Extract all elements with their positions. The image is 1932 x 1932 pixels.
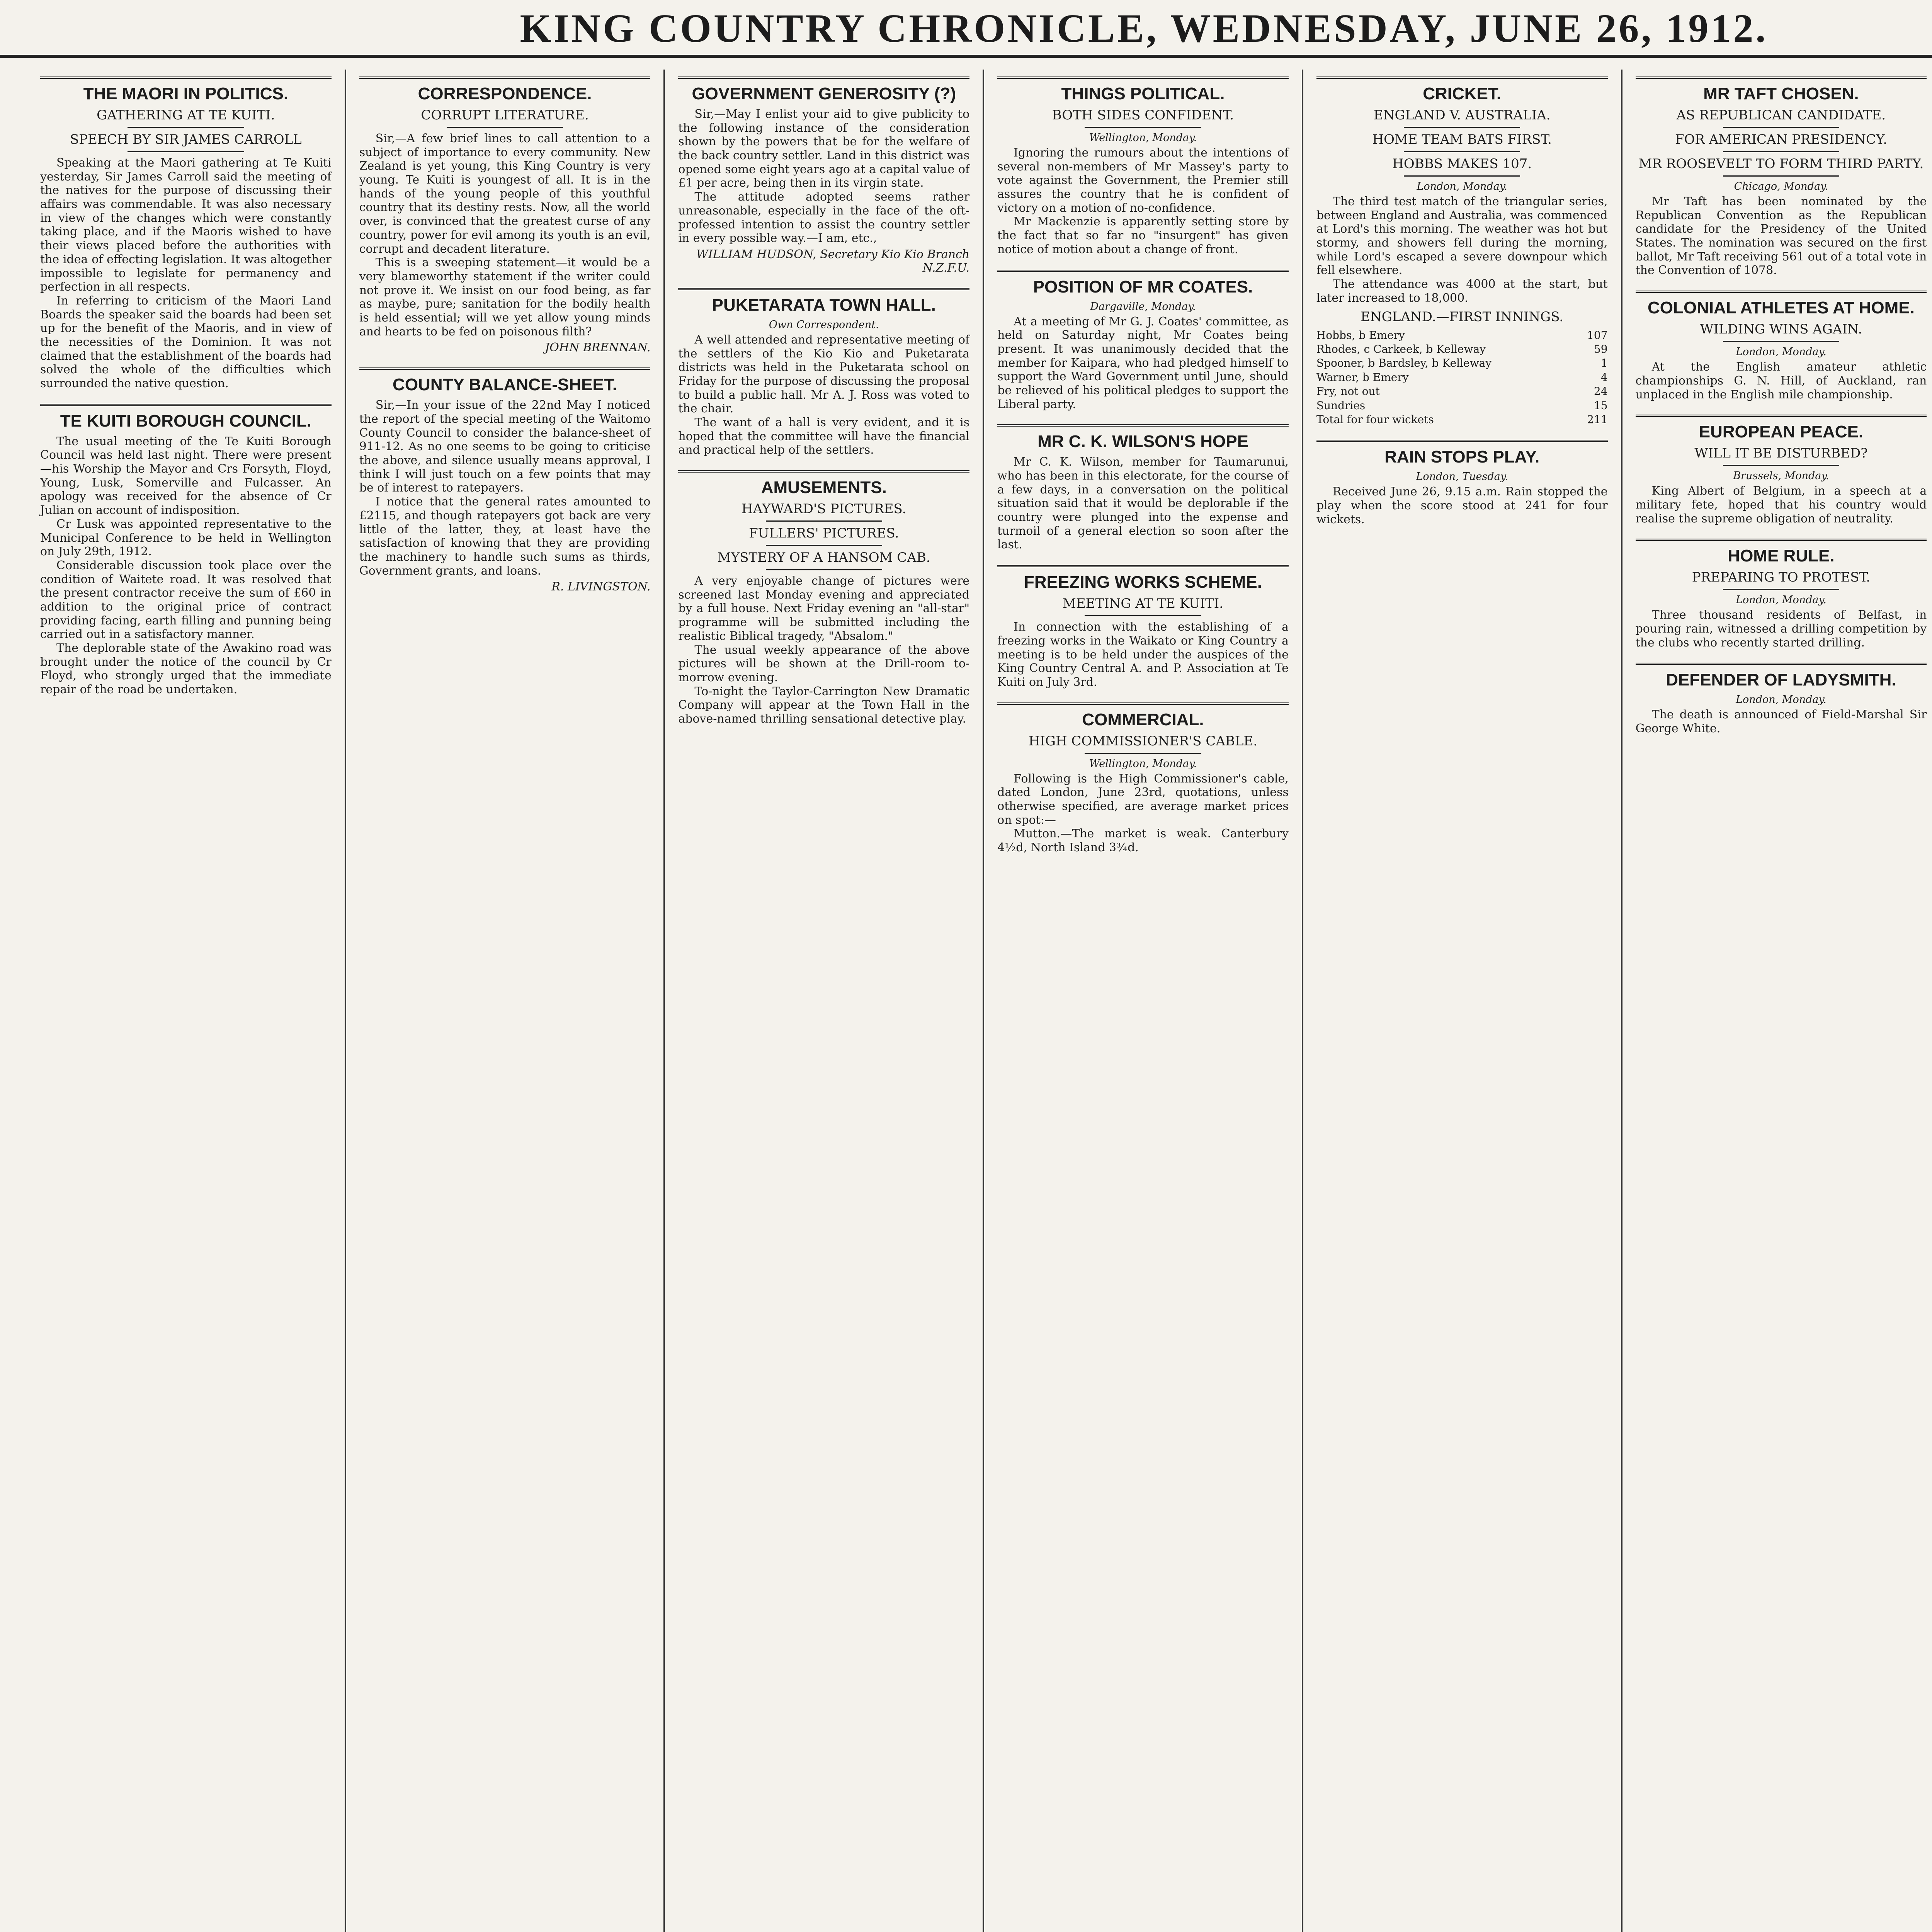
article-headline: COUNTY BALANCE-SHEET.	[359, 367, 651, 395]
article-headline: TE KUITI BOROUGH COUNCIL.	[40, 404, 332, 431]
article-paragraph: Mutton.—The market is weak. Canterbury 4½d, North Island 3¾d.	[997, 827, 1289, 854]
runs-value: 59	[1594, 343, 1608, 356]
divider-rule	[1723, 465, 1839, 466]
article-subheading: HAYWARD'S PICTURES.	[742, 501, 906, 517]
divider-rule	[1404, 127, 1520, 128]
article	[40, 77, 332, 391]
article-subheading: HOBBS MAKES 107.	[1392, 156, 1532, 172]
scorecard-row	[1316, 399, 1608, 413]
runs-value: 107	[1587, 328, 1608, 342]
article	[1316, 77, 1608, 427]
article-paragraph: Speaking at the Maori gathering at Te Kuiti yesterday, Sir James Carroll said the meeting of the natives for the purpose of discussing their affairs was commendable. It was also necessary in view of the changes which were constantly taking place, and if the Maoris wished to have their views placed before the authorities with the idea of effecting legislation. It was altogether impossible to legislate for permanency and perfection in all respects.	[40, 156, 332, 294]
article-paragraph: This is a sweeping statement—it would be a very blameworthy statement if the writer could not prove it. We insist on our food being, as far as maybe, pure; sanitation for the bodily health is held essential; will we yet allow young minds and hearts to be fed on poisonous filth?	[359, 256, 651, 338]
divider-rule	[766, 545, 882, 546]
batsman-name: Warner, b Emery	[1316, 371, 1409, 384]
article-paragraph: Following is the High Commissioner's cable, dated London, June 23rd, quotations, unless otherwise specified, are average market prices on spot:—	[997, 772, 1289, 827]
column-2	[346, 70, 665, 1932]
newspaper-columns	[27, 70, 1932, 1932]
runs-value: 4	[1600, 371, 1608, 384]
scorecard-row	[1316, 356, 1608, 370]
article	[997, 424, 1289, 552]
article-paragraph: The third test match of the triangular series, between England and Australia, was commenced at Lord's this morning. The weather was hot but stormy, and showers fell during the morning, while Lord's escaped a severe downpour which fell elsewhere.	[1316, 195, 1608, 277]
scorecard-title: ENGLAND.—FIRST INNINGS.	[1361, 309, 1564, 325]
article	[359, 367, 651, 594]
article-subheading: AS REPUBLICAN CANDIDATE.	[1676, 107, 1886, 123]
divider-rule	[1723, 175, 1839, 177]
runs-value: 24	[1594, 385, 1608, 398]
article	[678, 470, 969, 726]
divider-rule	[766, 520, 882, 522]
batsman-name: Total for four wickets	[1316, 413, 1434, 426]
divider-rule	[128, 151, 244, 152]
scorecard-row	[1316, 342, 1608, 356]
article	[1636, 291, 1927, 401]
article-paragraph: The death is announced of Field-Marshal Sir George White.	[1635, 708, 1927, 735]
divider-rule	[1085, 753, 1201, 754]
article	[997, 565, 1289, 689]
article-paragraph: At a meeting of Mr G. J. Coates' committee, as held on Saturday night, Mr Coates being present. It was unanimously decided that the member for Kaipara, who had pledged himself to support the Ward Government until June, should be relieved of his political pledges to support the Liberal party.	[997, 315, 1289, 411]
article-subheading: FULLERS' PICTURES.	[749, 526, 899, 541]
divider-rule	[1723, 127, 1839, 128]
divider-rule	[1404, 175, 1520, 177]
article-paragraph: King Albert of Belgium, in a speech at a military fete, hoped that his country would realise the supreme obligation of neutrality.	[1635, 484, 1927, 526]
article-dateline: Wellington, Monday.	[1089, 757, 1197, 770]
article	[997, 702, 1289, 855]
article-paragraph: A very enjoyable change of pictures were screened last Monday evening and appreciated by a full house. Next Friday evening an "all-star" programme will be submitted including the realistic Biblical tragedy, "Absalom."	[678, 574, 970, 643]
article	[1636, 539, 1927, 650]
article-paragraph: Received June 26, 9.15 a.m. Rain stopped the play when the score stood at 241 for four wickets.	[1316, 485, 1608, 526]
cricket-scorecard	[1316, 308, 1608, 427]
runs-value: 15	[1594, 399, 1608, 412]
article	[997, 77, 1289, 257]
article-paragraph: Mr Mackenzie is apparently setting store by the fact that so far no "insurgent" has given notice of motion about a change of front.	[997, 215, 1289, 256]
article-paragraph: At the English amateur athletic championships G. N. Hill, of Auckland, ran unplaced in the English mile championship.	[1635, 360, 1927, 401]
article-headline: COLONIAL ATHLETES AT HOME.	[1636, 291, 1927, 318]
article	[1636, 663, 1927, 735]
article-paragraph: In referring to criticism of the Maori Land Boards the speaker said the boards had been set up for the benefit of the Maoris, and in view of the necessities of the Dominion. It was not claimed that the establishment of the boards had solved the whole of the difficulties which surrounded the native question.	[40, 294, 332, 390]
scorecard-row	[1316, 384, 1608, 398]
article-headline: CRICKET.	[1316, 77, 1608, 104]
article-headline: FREEZING WORKS SCHEME.	[997, 565, 1289, 592]
newspaper-title: KING COUNTRY CHRONICLE, WEDNESDAY, JUNE 26, 1912.	[520, 6, 1768, 51]
article-dateline: Brussels, Monday.	[1733, 470, 1829, 482]
article	[997, 270, 1289, 412]
column-4	[984, 70, 1303, 1932]
divider-rule	[766, 569, 882, 570]
article-headline: HOME RULE.	[1636, 539, 1927, 566]
divider-rule	[128, 127, 244, 128]
article-subheading: WILDING WINS AGAIN.	[1700, 321, 1862, 337]
article-headline: THE MAORI IN POLITICS.	[40, 77, 332, 104]
batsman-name: Fry, not out	[1316, 385, 1380, 398]
batsman-name: Hobbs, b Emery	[1316, 328, 1405, 342]
article	[678, 288, 969, 457]
article	[1636, 415, 1927, 526]
article-paragraph: Considerable discussion took place over the condition of Waitete road. It was resolved that the present contractor receive the sum of £60 in addition to the original price of contract providing facing, earth filling and punning being carried out in a satisfactory manner.	[40, 558, 332, 641]
masthead	[0, 0, 1932, 58]
article-paragraph: Cr Lusk was appointed representative to the Municipal Conference to be held in Wellington on July 29th, 1912.	[40, 517, 332, 559]
article-headline: RAIN STOPS PLAY.	[1316, 440, 1608, 467]
article-dateline: London, Monday.	[1736, 346, 1827, 358]
runs-value: 1	[1600, 357, 1608, 370]
runs-value: 211	[1587, 413, 1608, 426]
article-headline: MR TAFT CHOSEN.	[1636, 77, 1927, 104]
article-headline: AMUSEMENTS.	[678, 470, 969, 497]
letter-signature: JOHN BRENNAN.	[545, 341, 651, 355]
batsman-name: Rhodes, c Carkeek, b Kelleway	[1316, 343, 1486, 356]
column-3	[665, 70, 984, 1932]
article-subheading: ENGLAND V. AUSTRALIA.	[1373, 107, 1551, 123]
article-paragraph: The usual weekly appearance of the above pictures will be shown at the Drill-room to-morrow evening.	[678, 643, 970, 684]
article-paragraph: Ignoring the rumours about the intentions of several non-members of Mr Massey's party to vote against the Government, the Premier still assures the country that he is confident of victory on a motion of no-confidence.	[997, 146, 1289, 215]
article-subheading: BOTH SIDES CONFIDENT.	[1052, 107, 1234, 123]
column-6	[1622, 70, 1932, 1932]
article-subheading: MR ROOSEVELT TO FORM THIRD PARTY.	[1638, 156, 1924, 172]
article-subheading: SPEECH BY SIR JAMES CARROLL	[70, 132, 302, 147]
article-headline: DEFENDER OF LADYSMITH.	[1636, 663, 1927, 690]
article-headline: EUROPEAN PEACE.	[1636, 415, 1927, 442]
article-dateline: Dargaville, Monday.	[1090, 300, 1196, 313]
article-headline: POSITION OF MR COATES.	[997, 270, 1289, 297]
article-subheading: WILL IT BE DISTURBED?	[1694, 446, 1868, 461]
divider-rule	[1723, 589, 1839, 590]
article-headline: THINGS POLITICAL.	[997, 77, 1289, 104]
article-subheading: MEETING AT TE KUITI.	[1063, 596, 1223, 612]
article-headline: MR C. K. WILSON'S HOPE	[997, 424, 1289, 451]
article-dateline: London, Tuesday.	[1416, 471, 1508, 483]
article-paragraph: The usual meeting of the Te Kuiti Borough Council was held last night. There were present—his Worship the Mayor and Crs Forsyth, Floyd, Young, Lusk, Somerville and Fulcasser. An apology was received for the absence of Cr Julian on account of indisposition.	[40, 434, 332, 517]
article-headline: CORRESPONDENCE.	[359, 77, 651, 104]
divider-rule	[1723, 341, 1839, 342]
article-paragraph: Sir,—May I enlist your aid to give publicity to the following instance of the consideration shown by the powers that be for the welfare of the back country settler. Land in this district was opened some eight years ago at a capital value of £1 per acre, being then in its virgin state.	[678, 107, 970, 190]
article-paragraph: The deplorable state of the Awakino road was brought under the notice of the council by Cr Floyd, who strongly urged that the immediate repair of the road be undertaken.	[40, 641, 332, 697]
article-subheading: MYSTERY OF A HANSOM CAB.	[717, 550, 930, 566]
article-subheading: HOME TEAM BATS FIRST.	[1372, 132, 1552, 147]
article-dateline: Own Correspondent.	[769, 318, 879, 331]
article-dateline: London, Monday.	[1417, 180, 1507, 192]
column-1	[27, 70, 346, 1932]
article-subheading: HIGH COMMISSIONER'S CABLE.	[1028, 733, 1258, 749]
divider-rule	[447, 127, 563, 128]
article-paragraph: Mr C. K. Wilson, member for Taumarunui, who has been in this electorate, for the course of a few days, in a conversation on the political situation said that it would be deplorable if the country were plunged into the expense and turmoil of a general election so soon after the last.	[997, 455, 1289, 552]
scorecard-row	[1316, 371, 1608, 384]
article-paragraph: I notice that the general rates amounted to £2115, and though ratepayers got back are very little of the latter, they, at least have the satisfaction of knowing that they are providing the machinery to handle such sums as thirds, Government grants, and loans.	[359, 495, 651, 578]
batsman-name: Spooner, b Bardsley, b Kelleway	[1316, 357, 1492, 370]
article-paragraph: Sir,—In your issue of the 22nd May I noticed the report of the special meeting of the Waitomo County Council to consider the balance-sheet of 911-12. As no one seems to be going to criticise the above, and silence usually means approval, I think I will just touch on a few points that may be of interest to ratepayers.	[359, 398, 651, 495]
article-subheading: PREPARING TO PROTEST.	[1692, 570, 1871, 585]
article-dateline: Wellington, Monday.	[1089, 132, 1197, 144]
article-paragraph: In connection with the establishing of a freezing works in the Waikato or King Country a meeting is to be held under the auspices of the King Country Central A. and P. Association at Te Kuiti on July 3rd.	[997, 620, 1289, 689]
divider-rule	[1085, 127, 1201, 128]
article-headline: PUKETARATA TOWN HALL.	[678, 288, 969, 315]
article-paragraph: To-night the Taylor-Carrington New Dramatic Company will appear at the Town Hall in the above-named thrilling sensational detective play.	[678, 684, 970, 726]
article-paragraph: The want of a hall is very evident, and it is hoped that the committee will have the financial and practical help of the settlers.	[678, 416, 970, 457]
article	[40, 404, 332, 697]
article-headline: COMMERCIAL.	[997, 702, 1289, 730]
article-paragraph: Mr Taft has been nominated by the Republican Convention as the Republican candidate for the Presidency of the United States. The nomination was secured on the first ballot, Mr Taft receiving 561 out of a total vote in the Convention of 1078.	[1635, 195, 1927, 277]
article-subheading: FOR AMERICAN PRESIDENCY.	[1675, 132, 1887, 147]
letter-signature: WILLIAM HUDSON, Secretary Kio Kio Branch N.Z.F.U.	[696, 247, 970, 275]
scorecard-row	[1316, 413, 1608, 427]
article-paragraph: A well attended and representative meeting of the settlers of the Kio Kio and Puketarata districts was held in the Puketarata school on Friday for the purpose of discussing the proposal to build a public hall. Mr A. J. Ross was voted to the chair.	[678, 333, 970, 416]
divider-rule	[1404, 151, 1520, 152]
column-5	[1303, 70, 1622, 1932]
article-paragraph: Three thousand residents of Belfast, in pouring rain, witnessed a drilling competition by the clubs who recently started drilling.	[1635, 608, 1927, 650]
article-paragraph: The attendance was 4000 at the start, but later increased to 18,000.	[1316, 277, 1608, 305]
article	[359, 77, 651, 354]
scorecard-row	[1316, 328, 1608, 342]
letter-signature: R. LIVINGSTON.	[551, 580, 651, 594]
article	[678, 77, 969, 275]
article-dateline: London, Monday.	[1736, 694, 1827, 706]
article-dateline: London, Monday.	[1736, 594, 1827, 606]
article-subheading: GATHERING AT TE KUITI.	[97, 107, 275, 123]
article-paragraph: The attitude adopted seems rather unreasonable, especially in the face of the oft-professed intention to assist the country settler in every possible way.—I am, etc.,	[678, 190, 970, 245]
batsman-name: Sundries	[1316, 399, 1366, 412]
divider-rule	[1723, 151, 1839, 152]
article	[1316, 440, 1608, 526]
article-subheading: CORRUPT LITERATURE.	[421, 107, 589, 123]
article-dateline: Chicago, Monday.	[1734, 180, 1828, 192]
article-headline: GOVERNMENT GENEROSITY (?)	[678, 77, 969, 104]
divider-rule	[1085, 615, 1201, 616]
article	[1636, 77, 1927, 277]
article-paragraph: Sir,—A few brief lines to call attention to a subject of importance to every community. New Zealand is yet young, this King Country is very young. Te Kuiti is youngest of all. It is in the hands of the young people of this youthful country that its destiny rests. Now, all the world over, is convinced that the greatest curse of any country, power for evil among its youth is an evil, corrupt and decadent literature.	[359, 132, 651, 256]
